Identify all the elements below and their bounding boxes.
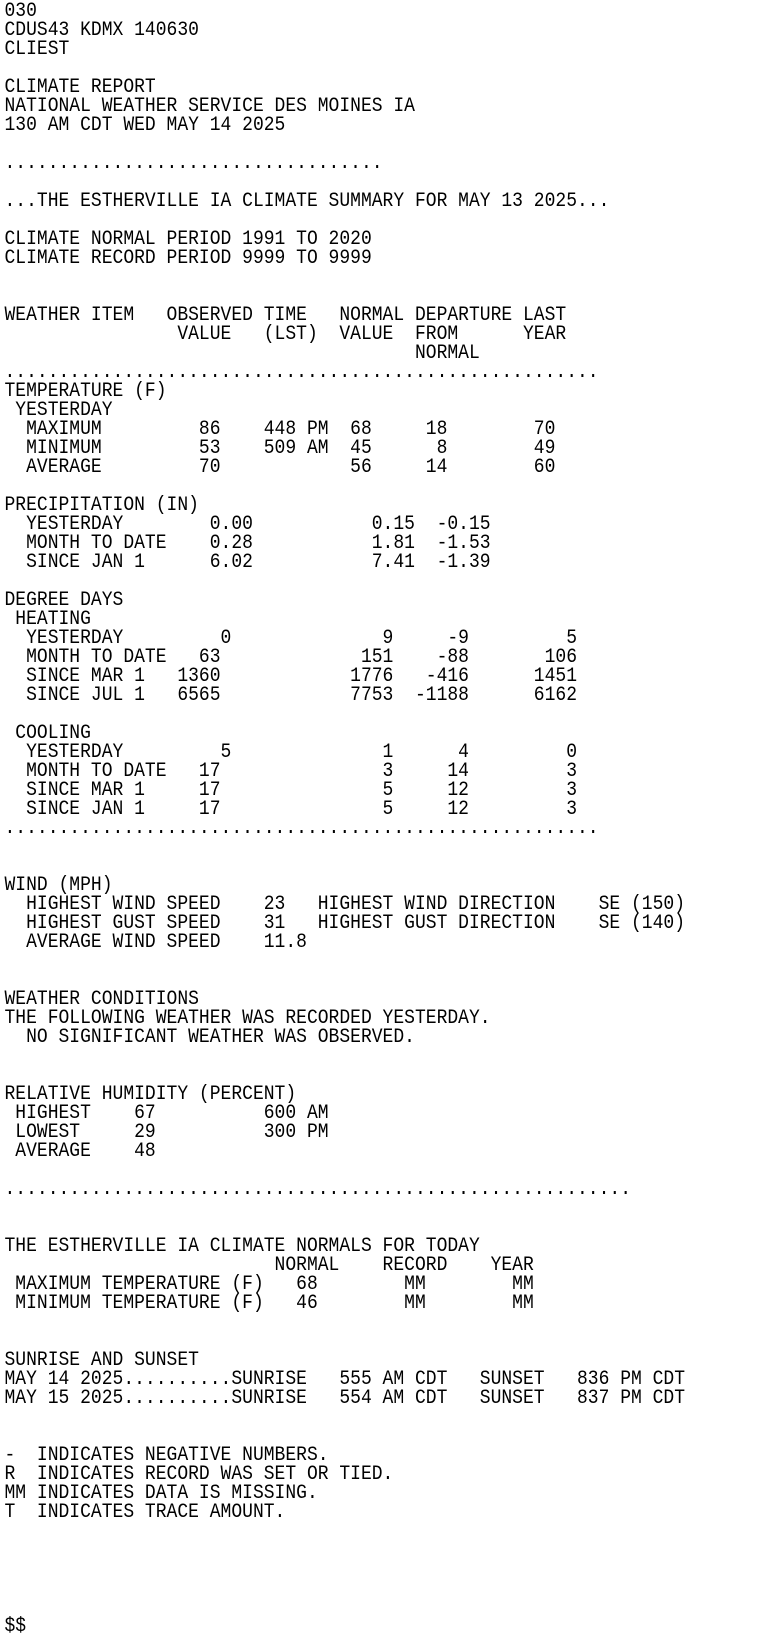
report-line: YESTERDAY 5 1 4 0	[4, 741, 577, 764]
report-line: MAY 15 2025..........SUNRISE 554 AM CDT SUNSET 837 PM CDT	[4, 1387, 686, 1410]
report-line: CDUS43 KDMX 140630	[4, 19, 199, 42]
report-line: HIGHEST GUST SPEED 31 HIGHEST GUST DIRECTION SE (140)	[4, 912, 686, 935]
report-line: CLIMATE REPORT	[4, 76, 156, 99]
report-line: $$	[4, 1615, 27, 1638]
report-line: MAXIMUM TEMPERATURE (F) 68 MM MM	[4, 1273, 534, 1296]
report-line: THE ESTHERVILLE IA CLIMATE NORMALS FOR TODAY	[4, 1235, 480, 1258]
report-line	[5, 952, 701, 971]
report-line: WEATHER CONDITIONS	[4, 988, 199, 1011]
report-line: ...THE ESTHERVILLE IA CLIMATE SUMMARY FOR MAY 13 2025...	[4, 190, 610, 213]
report-line	[5, 1199, 701, 1218]
report-line: MONTH TO DATE 17 3 14 3	[4, 760, 577, 783]
report-line: CLIMATE RECORD PERIOD 9999 TO 9999	[4, 247, 372, 270]
report-line: THE FOLLOWING WEATHER WAS RECORDED YESTERDAY.	[4, 1007, 491, 1030]
report-line: ...................................	[4, 152, 383, 175]
report-line: WIND (MPH)	[4, 874, 113, 897]
report-line	[5, 1047, 701, 1066]
report-line: DEGREE DAYS	[4, 589, 124, 612]
report-line: - INDICATES NEGATIVE NUMBERS.	[4, 1444, 329, 1467]
report-line: CLIEST	[4, 38, 70, 61]
report-line: T INDICATES TRACE AMOUNT.	[4, 1501, 286, 1524]
report-line: 030	[4, 0, 37, 23]
report-line: MONTH TO DATE 0.28 1.81 -1.53	[4, 532, 491, 555]
report-line	[5, 268, 701, 287]
report-line: YESTERDAY 0 9 -9 5	[4, 627, 577, 650]
report-line: NORMAL	[4, 342, 480, 365]
report-line: HIGHEST 67 600 AM	[4, 1102, 329, 1125]
report-line: R INDICATES RECORD WAS SET OR TIED.	[4, 1463, 394, 1486]
report-line	[5, 705, 701, 724]
report-line: HIGHEST WIND SPEED 23 HIGHEST WIND DIRECTION SE (150)	[4, 893, 686, 916]
report-line: .......................................................	[4, 817, 599, 840]
report-line: SUNRISE AND SUNSET	[4, 1349, 199, 1372]
report-line: MM INDICATES DATA IS MISSING.	[4, 1482, 318, 1505]
report-line	[5, 1522, 701, 1541]
report-line: MAY 14 2025..........SUNRISE 555 AM CDT SUNSET 836 PM CDT	[4, 1368, 686, 1391]
report-line: YESTERDAY	[4, 399, 113, 422]
report-line: ..........................................................	[4, 1178, 632, 1201]
report-line	[5, 838, 701, 857]
report-line: LOWEST 29 300 PM	[4, 1121, 329, 1144]
report-line	[5, 1408, 701, 1427]
report-line: PRECIPITATION (IN)	[4, 494, 199, 517]
report-line: TEMPERATURE (F)	[4, 380, 167, 403]
report-line	[5, 1541, 701, 1560]
report-line: SINCE JUL 1 6565 7753 -1188 6162	[4, 684, 577, 707]
report-line: NO SIGNIFICANT WEATHER WAS OBSERVED.	[4, 1026, 415, 1049]
report-line: CLIMATE NORMAL PERIOD 1991 TO 2020	[4, 228, 372, 251]
report-line	[5, 1579, 701, 1598]
report-line: NORMAL RECORD YEAR	[4, 1254, 534, 1277]
report-line: AVERAGE WIND SPEED 11.8	[4, 931, 307, 954]
report-line	[5, 1560, 701, 1579]
report-line: HEATING	[4, 608, 91, 631]
report-line: SINCE MAR 1 1360 1776 -416 1451	[4, 665, 577, 688]
report-line: MINIMUM TEMPERATURE (F) 46 MM MM	[4, 1292, 534, 1315]
report-line: NATIONAL WEATHER SERVICE DES MOINES IA	[4, 95, 415, 118]
report-line: RELATIVE HUMIDITY (PERCENT)	[4, 1083, 297, 1106]
report-line: SINCE MAR 1 17 5 12 3	[4, 779, 577, 802]
report-line: 130 AM CDT WED MAY 14 2025	[4, 114, 286, 137]
report-line	[5, 1313, 701, 1332]
report-line: MONTH TO DATE 63 151 -88 106	[4, 646, 577, 669]
report-line: SINCE JAN 1 6.02 7.41 -1.39	[4, 551, 491, 574]
report-line: AVERAGE 70 56 14 60	[4, 456, 556, 479]
report-line: .......................................................	[4, 361, 599, 384]
report-line: MAXIMUM 86 448 PM 68 18 70	[4, 418, 556, 441]
report-line: MINIMUM 53 509 AM 45 8 49	[4, 437, 556, 460]
report-line: COOLING	[4, 722, 91, 745]
report-line	[5, 1598, 701, 1617]
report-line: WEATHER ITEM OBSERVED TIME NORMAL DEPARTURE LAST	[4, 304, 567, 327]
report-line: YESTERDAY 0.00 0.15 -0.15	[4, 513, 491, 536]
report-line: SINCE JAN 1 17 5 12 3	[4, 798, 577, 821]
report-line: AVERAGE 48	[4, 1140, 156, 1163]
report-line: VALUE (LST) VALUE FROM YEAR	[4, 323, 567, 346]
